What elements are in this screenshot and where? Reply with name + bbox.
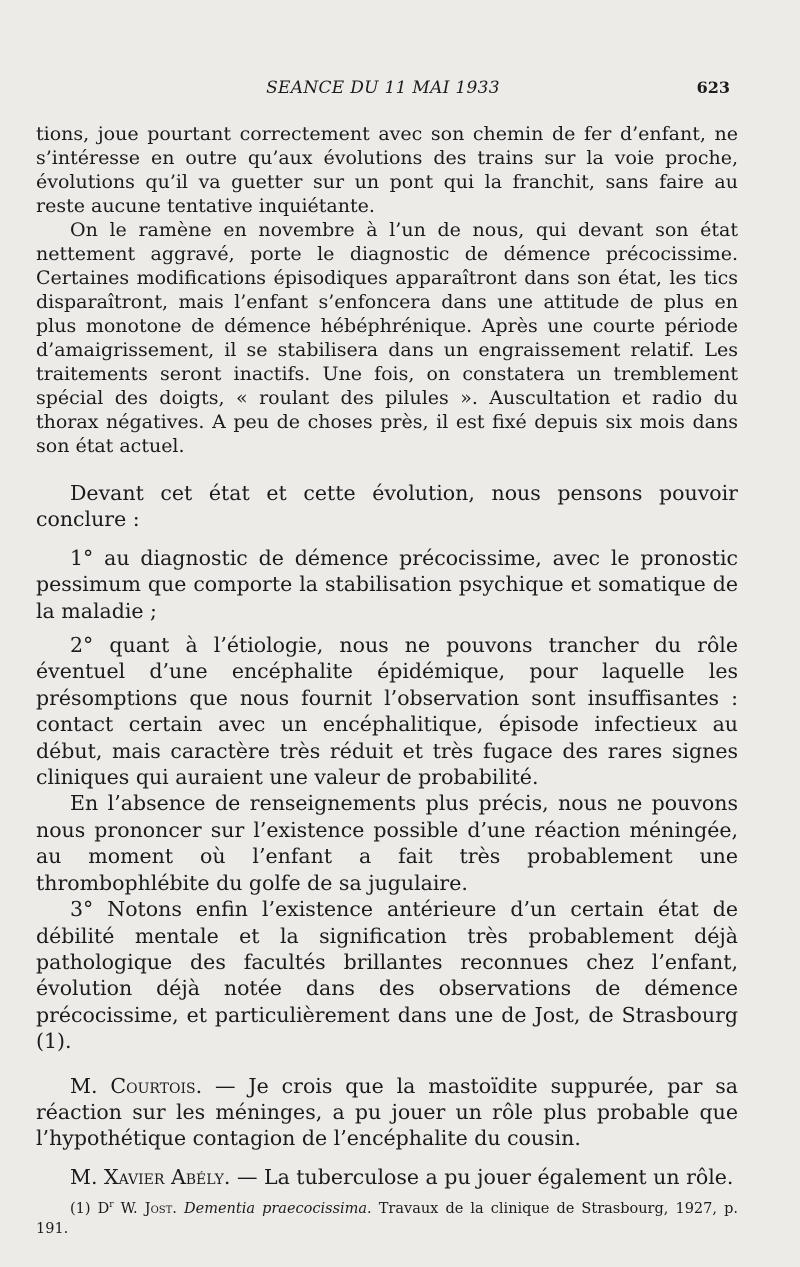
speaker-abely: M. Xavier Abély.: [70, 1164, 231, 1189]
footnote-marker: (1) D: [70, 1200, 110, 1217]
conclusion-section: [36, 480, 738, 1190]
page-number: 623: [696, 78, 730, 97]
paragraph-diagnosis: 1° au diagnostic de démence précocissime, avec le pronostic pessimum que comporte la stabilisation psychique et somatique de la maladie ;: [36, 545, 738, 623]
paragraph-etiology: 2° quant à l’étiologie, nous ne pouvons trancher du rôle éventuel d’une encéphalite épidémique, pour laquelle les présomptions que nous fournit l’observation sont insuffisantes : contact certain avec un encéphalitique, épisode infectieux au début, mais caractère très réduit et très fugace des rares signes cliniques qui auraient une valeur de probabilité.: [36, 633, 738, 790]
paragraph-debility: 3° Notons enfin l’existence antérieure d’un certain état de débilité mentale et la signification très probablement déjà pathologique des facultés brillantes reconnues chez l’enfant, évolution déjà notée dans des observations de démence précocissime, et particulièrement dans une de Jost, de Strasbourg (1).: [36, 897, 738, 1054]
paragraph-abely-remark: [36, 1164, 738, 1190]
footnote-marker-sup: r: [109, 1200, 114, 1210]
remark-abely: — La tuberculose a pu jouer également un rôle.: [230, 1164, 734, 1189]
paragraph-courtois-remark: [36, 1073, 738, 1152]
footnote-text: [36, 1195, 738, 1239]
paragraph-evolution: On le ramène en novembre à l’un de nous, qui devant son état nettement aggravé, porte le diagnostic de démence précocissime. Certaines modifications épisodiques apparaîtront dans son état, les tics disparaîtront, mais l’enfant s’enfoncera dans une attitude de plus en plus monotone de démence hébéphrénique. Après une courte période d’amaigrissement, il se stabilisera dans un engraissement relatif. Les traitements seront inactifs. Une fois, on constatera un tremblement spécial des doigts, « roulant des pilules ». Auscultation et radio du thorax négatives. A peu de choses près, il est fixé depuis six mois dans son état actuel.: [36, 219, 738, 457]
footnote-work: Dementia praecocissima.: [184, 1200, 372, 1217]
observation-section: [36, 122, 738, 458]
footnote-author: W. Jost.: [113, 1200, 184, 1217]
paragraph-conclusion-intro: Devant cet état et cette évolution, nous pensons pouvoir conclure :: [36, 481, 738, 532]
running-head: [36, 78, 730, 102]
footnote-reference: Travaux de la clinique de Strasbourg, 1927, p. 191.: [36, 1200, 738, 1237]
paragraph-meningeal: En l’absence de renseignements plus précis, nous ne pouvons nous prononcer sur l’existence possible d’une réaction méningée, au moment où l’enfant a fait très probablement une thrombophlébite du golfe de sa jugulaire.: [36, 791, 738, 895]
running-title: SEANCE DU 11 MAI 1933: [266, 78, 500, 98]
paragraph-continued: tions, joue pourtant correctement avec son chemin de fer d’enfant, ne s’intéresse en outre qu’aux évolutions des trains sur la voie proche, évolutions qu’il va guetter sur un pont qui la franchit, sans faire au reste aucune tentative inquiétante.: [36, 123, 738, 217]
remark-courtois: — Je crois que la mastoïdite suppurée, par sa réaction sur les méninges, a pu jouer un rôle plus probable que l’hypothétique contagion de l’encéphalite du cousin.: [36, 1073, 739, 1151]
speaker-courtois: M. Courtois.: [70, 1073, 203, 1098]
footnote: [36, 1195, 738, 1239]
